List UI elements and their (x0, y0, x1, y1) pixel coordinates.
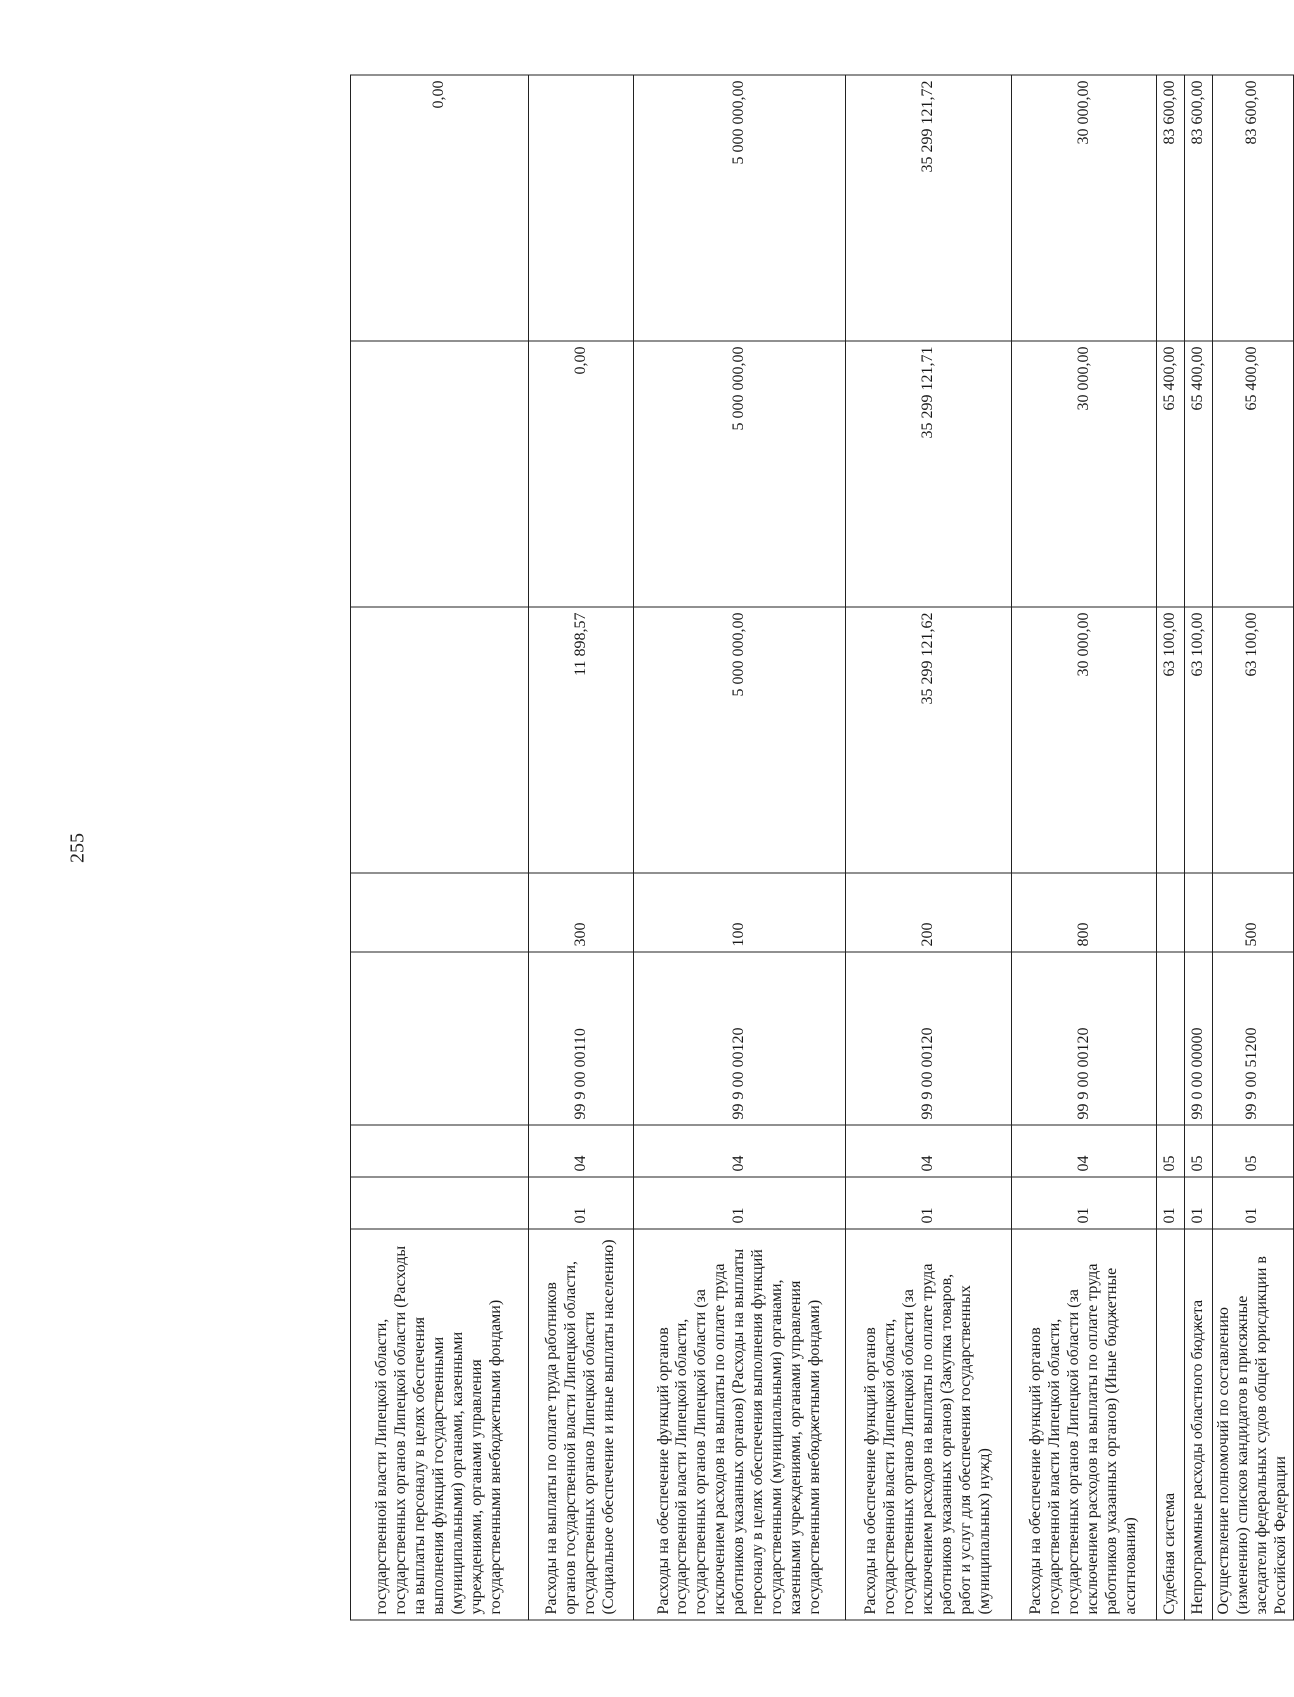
subsection-code: 04 (634, 1125, 846, 1177)
table-row (634, 75, 846, 1620)
amount-year-3: 35 299 121,72 (846, 75, 1012, 341)
amount-year-2: 65 400,00 (1157, 341, 1185, 607)
expense-type-code: 500 (1213, 873, 1294, 952)
section-code: 01 (1157, 1177, 1185, 1229)
row-name: Расходы на выплаты по оплате труда работников органов государственной власти Липецкой области, государственных органов Липецкой области (Социальное обеспечение и иные выплаты населению) (529, 1229, 634, 1620)
row-name: Непрограммные расходы областного бюджета (1185, 1229, 1213, 1620)
subsection-code: 04 (846, 1125, 1012, 1177)
amount-year-3: 83 600,00 (1157, 75, 1185, 341)
amount-year-2: 65 400,00 (1213, 341, 1294, 607)
page-number: 255 (66, 833, 89, 863)
row-name: Расходы на обеспечение функций органов государственной власти Липецкой области, государственных органов Липецкой области (за исключением расходов на выплаты по оплате труда работников указанных органов) (Закупка товаров, работ и услуг для обеспечения государственных (муниципальных) нужд) (846, 1229, 1012, 1620)
amount-year-1 (351, 607, 529, 873)
subsection-code: 05 (1213, 1125, 1294, 1177)
amount-year-1: 35 299 121,62 (846, 607, 1012, 873)
expense-type-code (1185, 873, 1213, 952)
amount-year-2: 0,00 (529, 341, 634, 607)
table-row (1185, 75, 1213, 1620)
amount-year-1: 11 898,57 (529, 607, 634, 873)
target-article-code: 99 9 00 51200 (1213, 952, 1294, 1125)
target-article-code: 99 9 00 00120 (634, 952, 846, 1125)
amount-year-3: 83 600,00 (1213, 75, 1294, 341)
section-code (351, 1177, 529, 1229)
table-row (1213, 75, 1294, 1620)
amount-year-2: 65 400,00 (1185, 341, 1213, 607)
subsection-code: 05 (1185, 1125, 1213, 1177)
table-row (846, 75, 1012, 1620)
row-name: государственной власти Липецкой области, государственных органов Липецкой области (Расходы на выплаты персоналу в целях обеспечения выполнения функций государственными (муниципальными) органами, казенными учреждениями, органами управления государственными внебюджетными фондами) (351, 1229, 529, 1620)
budget-table (350, 75, 1294, 1621)
target-article-code (1157, 952, 1185, 1125)
target-article-code: 99 9 00 00120 (846, 952, 1012, 1125)
subsection-code: 05 (1157, 1125, 1185, 1177)
section-code: 01 (1213, 1177, 1294, 1229)
row-name: Осуществление полномочий по составлению (изменению) списков кандидатов в присяжные заседатели федеральных судов общей юрисдикции в Российской Федерации (1213, 1229, 1294, 1620)
row-name: Расходы на обеспечение функций органов государственной власти Липецкой области, государственных органов Липецкой области (за исключением расходов на выплаты по оплате труда работников указанных органов) (Расходы на выплаты персоналу в целях обеспечения выполнения функций государственными (муниципальными) органами, казенными учреждениями, органами управления государственными внебюджетными фондами) (634, 1229, 846, 1620)
expense-type-code: 200 (846, 873, 1012, 952)
expense-type-code: 800 (1012, 873, 1157, 952)
row-name: Расходы на обеспечение функций органов государственной власти Липецкой области, государственных органов Липецкой области (за исключением расходов на выплаты по оплате труда работников указанных органов) (Иные бюджетные ассигнования) (1012, 1229, 1157, 1620)
amount-year-3: 0,00 (351, 75, 529, 341)
target-article-code (351, 952, 529, 1125)
expense-type-code (351, 873, 529, 952)
expense-type-code: 100 (634, 873, 846, 952)
table-row (529, 75, 634, 1620)
subsection-code (351, 1125, 529, 1177)
budget-table-sheet (350, 76, 1289, 1621)
table-row (1012, 75, 1157, 1620)
section-code: 01 (846, 1177, 1012, 1229)
amount-year-3: 5 000 000,00 (634, 75, 846, 341)
amount-year-1: 63 100,00 (1157, 607, 1185, 873)
amount-year-3 (529, 75, 634, 341)
table-row (351, 75, 529, 1620)
expense-type-code (1157, 873, 1185, 952)
subsection-code: 04 (529, 1125, 634, 1177)
section-code: 01 (634, 1177, 846, 1229)
target-article-code: 99 0 00 00000 (1185, 952, 1213, 1125)
row-name: Судебная система (1157, 1229, 1185, 1620)
table-row (1157, 75, 1185, 1620)
amount-year-2: 35 299 121,71 (846, 341, 1012, 607)
target-article-code: 99 9 00 00120 (1012, 952, 1157, 1125)
amount-year-1: 63 100,00 (1213, 607, 1294, 873)
amount-year-1: 30 000,00 (1012, 607, 1157, 873)
section-code: 01 (529, 1177, 634, 1229)
amount-year-1: 63 100,00 (1185, 607, 1213, 873)
section-code: 01 (1185, 1177, 1213, 1229)
target-article-code: 99 9 00 00110 (529, 952, 634, 1125)
expense-type-code: 300 (529, 873, 634, 952)
amount-year-2 (351, 341, 529, 607)
section-code: 01 (1012, 1177, 1157, 1229)
amount-year-3: 30 000,00 (1012, 75, 1157, 341)
amount-year-2: 30 000,00 (1012, 341, 1157, 607)
subsection-code: 04 (1012, 1125, 1157, 1177)
amount-year-1: 5 000 000,00 (634, 607, 846, 873)
amount-year-2: 5 000 000,00 (634, 341, 846, 607)
amount-year-3: 83 600,00 (1185, 75, 1213, 341)
